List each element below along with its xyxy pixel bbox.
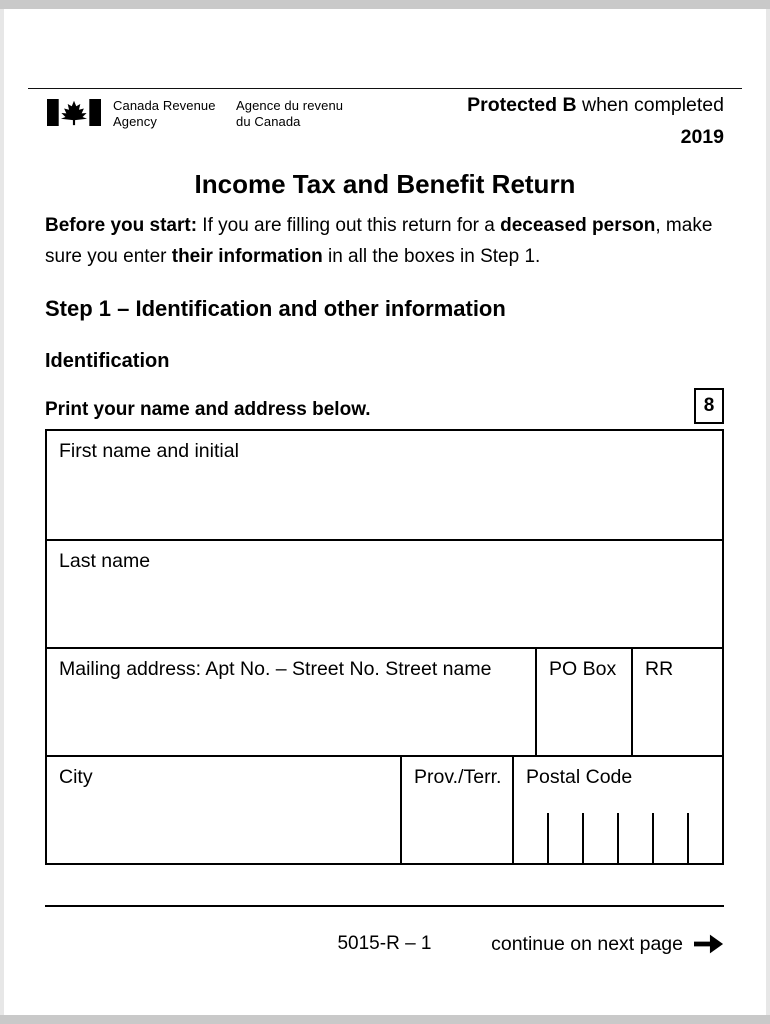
intro-text-2: , make sure you enter <box>45 215 713 267</box>
last-name-label: Last name <box>59 550 151 572</box>
page-edge-bottom <box>0 1015 770 1024</box>
protected-b-rest: when completed <box>576 94 724 116</box>
postal-code-box[interactable] <box>619 813 654 863</box>
last-name-field[interactable] <box>47 541 722 647</box>
identification-heading: Identification <box>45 350 170 372</box>
agency-en-line1: Canada Revenue <box>113 98 216 113</box>
before-you-start-note <box>45 210 725 272</box>
city-row <box>47 755 722 863</box>
postal-code-box[interactable] <box>654 813 689 863</box>
page-edge-top <box>0 0 770 9</box>
city-field[interactable] <box>47 757 400 863</box>
agency-fr-line1: Agence du revenu <box>236 98 344 113</box>
city-label: City <box>59 766 93 788</box>
step1-heading: Step 1 – Identification and other information <box>45 296 506 321</box>
agency-en-line2: Agency <box>113 114 157 129</box>
intro-bold-deceased-person: deceased person <box>500 215 656 236</box>
print-name-row <box>45 386 724 426</box>
continue-next-page <box>491 927 724 961</box>
agency-name-french <box>236 98 343 130</box>
footer-divider <box>45 905 724 907</box>
first-name-field[interactable] <box>47 431 722 539</box>
next-page-arrow-icon <box>694 933 724 955</box>
last-name-row <box>47 539 722 647</box>
agency-name-english <box>113 98 216 130</box>
rr-field[interactable] <box>631 649 722 755</box>
continue-next-page-label: continue on next page <box>491 932 683 955</box>
masthead <box>45 94 724 150</box>
form-title: Income Tax and Benefit Return <box>194 169 576 199</box>
protected-b-label <box>467 94 724 117</box>
rr-label: RR <box>645 658 674 680</box>
protected-block <box>467 94 724 149</box>
mailing-address-label: Mailing address: Apt No. – Street No. Street name <box>59 658 492 680</box>
postal-code-box[interactable] <box>689 813 722 863</box>
po-box-field[interactable] <box>535 649 631 755</box>
canada-flag-icon <box>47 99 101 126</box>
box-8-code: 8 <box>694 388 724 424</box>
mailing-address-row <box>47 647 722 755</box>
page-number: 5015-R – 1 <box>337 933 432 954</box>
intro-bold-their-information: their information <box>171 246 323 267</box>
tax-year: 2019 <box>680 126 724 148</box>
intro-text-3: in all the boxes in Step 1. <box>322 246 541 267</box>
postal-code-box[interactable] <box>549 813 584 863</box>
header-divider <box>28 88 742 89</box>
print-name-address-label: Print your name and address below. <box>45 399 371 420</box>
postal-code-box[interactable] <box>584 813 619 863</box>
province-territory-label: Prov./Terr. <box>414 766 502 788</box>
page-edge-left <box>0 9 4 1015</box>
intro-text-1: If you are filling out this return for a <box>197 215 501 236</box>
postal-code-field[interactable] <box>512 757 722 863</box>
mailing-address-field[interactable] <box>47 649 535 755</box>
protected-b-bold: Protected B <box>467 94 577 116</box>
page-edge-right <box>766 9 770 1015</box>
po-box-label: PO Box <box>549 658 617 680</box>
postal-code-label: Postal Code <box>526 766 633 788</box>
postal-code-box[interactable] <box>514 813 549 863</box>
identification-table <box>45 429 724 865</box>
page-footer <box>45 927 724 965</box>
intro-bold-before-you-start: Before you start: <box>45 215 198 236</box>
first-name-row <box>47 431 722 539</box>
postal-code-boxes[interactable] <box>514 813 722 863</box>
agency-fr-line2: du Canada <box>236 114 301 129</box>
first-name-label: First name and initial <box>59 440 239 462</box>
province-territory-field[interactable] <box>400 757 512 863</box>
